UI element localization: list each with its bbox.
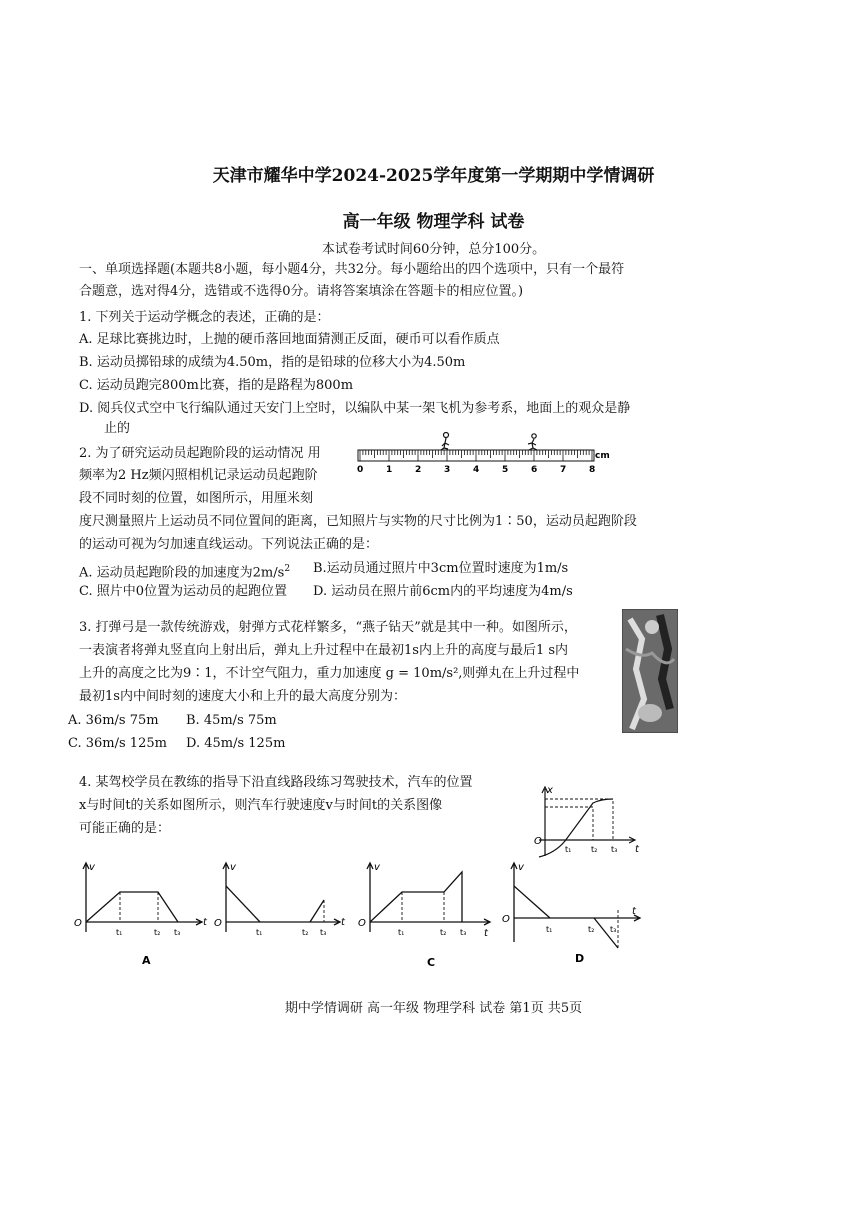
ruler-tick-label: 1 bbox=[386, 465, 393, 475]
ruler-tick-label: 2 bbox=[415, 465, 422, 475]
q1-stem: 1. 下列关于运动学概念的表述，正确的是： bbox=[79, 310, 330, 325]
q2-stem-2: 频率为2 Hz频闪照相机记录运动员起跑阶 bbox=[79, 468, 318, 483]
q2-option-a: A. 运动员起跑阶段的加速度为$2m/s^2$ bbox=[79, 564, 291, 581]
xt-label-t3: t₃ bbox=[611, 845, 618, 854]
vt-b-label-t: t bbox=[341, 917, 345, 928]
q4-stem-3: 可能正确的是： bbox=[79, 821, 171, 836]
vt-b-label-v: v bbox=[230, 862, 236, 873]
vt-c-label-o: O bbox=[358, 918, 366, 929]
vt-a-label-t2: t₂ bbox=[154, 928, 161, 937]
section-instruction-2: 合题意，选对得4分，选错或不选得0分。请将答案填涂在答题卡的相应位置。) bbox=[79, 284, 524, 299]
ruler-labels bbox=[357, 465, 595, 475]
vt-graph-d bbox=[502, 862, 640, 965]
q3-stem-3: 上升的高度之比为9∶1，不计空气阻力，重力加速度 g = 10m/s²,则弹丸在上升过程中 bbox=[79, 666, 580, 681]
q2-option-a-text: A. 运动员起跑阶段的加速度为2m/s bbox=[79, 565, 285, 581]
q3-option-a: A. 36m/s 75m bbox=[68, 713, 159, 728]
q3-stem-4: 最初1s内中间时刻的速度大小和上升的最大高度分别为： bbox=[79, 689, 406, 704]
q2-stem-3: 段不同时刻的位置，如图所示，用厘米刻 bbox=[79, 491, 314, 506]
vt-options bbox=[70, 852, 650, 972]
ruler-tick-label: 0 bbox=[357, 465, 364, 475]
q4-stem-1: 4. 某驾校学员在教练的指导下沿直线路段练习驾驶技术，汽车的位置 bbox=[79, 775, 473, 790]
q1-option-d: D. 阅兵仪式空中飞行编队通过天安门上空时，以编队中某一架飞机为参考系，地面上的观众是静 bbox=[79, 401, 631, 416]
q3-option-b: B. 45m/s 75m bbox=[186, 713, 277, 728]
q1-option-d-cont: 止的 bbox=[104, 421, 131, 436]
q1-option-b: B. 运动员掷铅球的成绩为4.50m，指的是铅球的位移大小为4.50m bbox=[79, 355, 466, 370]
vt-a-label-v: v bbox=[89, 862, 95, 873]
vt-b-label-t2: t₂ bbox=[302, 928, 309, 937]
vt-c-label-t1: t₁ bbox=[398, 928, 405, 937]
q1-option-c: C. 运动员跑完800m比赛，指的是路程为800m bbox=[79, 378, 354, 393]
exam-subtitle: 高一年级 物理学科 试卷 bbox=[342, 212, 525, 232]
vt-c-option-label: C bbox=[427, 956, 436, 969]
q2-stem-1: 2. 为了研究运动员起跑阶段的运动情况 用 bbox=[79, 446, 321, 461]
vt-d-label-t2: t₂ bbox=[588, 925, 595, 934]
xt-graph bbox=[525, 781, 645, 861]
q2-stem-4: 度尺测量照片上运动员不同位置间的距离，已知照片与实物的尺寸比例为1∶50，运动员起跑阶段 bbox=[79, 514, 637, 529]
ruler-unit: cm bbox=[595, 451, 610, 461]
vt-d-label-t1: t₁ bbox=[546, 925, 553, 934]
vt-d-label-o: O bbox=[502, 914, 510, 925]
vt-c-label-t3: t₃ bbox=[460, 928, 467, 937]
q2-option-b: B.运动员通过照片中3cm位置时速度为1m/s bbox=[313, 561, 569, 576]
ruler-tick-label: 5 bbox=[502, 465, 509, 475]
ruler-tick-label: 3 bbox=[444, 465, 451, 475]
vt-b-label-t1: t₁ bbox=[256, 928, 263, 937]
q3-option-c: C. 36m/s 125m bbox=[68, 736, 167, 751]
vt-d-label-t3: t₃ bbox=[610, 925, 617, 934]
vt-b-label-o: O bbox=[214, 918, 222, 929]
vt-c-label-v: v bbox=[374, 862, 380, 873]
exam-note: 本试卷考试时间60分钟，总分100分。 bbox=[321, 242, 546, 257]
slingshot-photo bbox=[622, 609, 678, 733]
vt-d-label-t: t bbox=[632, 906, 636, 917]
vt-c-label-t: t bbox=[484, 928, 488, 939]
vt-b-label-t3: t₃ bbox=[320, 928, 327, 937]
xt-label-t1: t₁ bbox=[565, 845, 572, 854]
vt-graph-b bbox=[214, 862, 346, 937]
vt-a-label-t: t bbox=[203, 917, 207, 928]
ruler-tick-label: 8 bbox=[589, 465, 596, 475]
q3-stem-2: 一表演者将弹丸竖直向上射出后，弹丸上升过程中在最初1s内上升的高度与最后1 s内 bbox=[79, 643, 569, 658]
page-footer: 期中学情调研 高一年级 物理学科 试卷 第1页 共5页 bbox=[284, 1001, 583, 1016]
ruler-tick-label: 7 bbox=[560, 465, 567, 475]
ruler-tick-label: 6 bbox=[531, 465, 538, 475]
xt-label-t: t bbox=[635, 844, 639, 855]
vt-a-option-label: A bbox=[142, 954, 151, 967]
vt-d-option-label: D bbox=[575, 952, 585, 965]
section-instruction-1: 一、单项选择题(本题共8小题，每小题4分，共32分。每小题给出的四个选项中，只有一个最符 bbox=[79, 262, 625, 277]
q3-stem-1: 3. 打弹弓是一款传统游戏，射弹方式花样繁多，“燕子钻天”就是其中一种。如图所示， bbox=[79, 620, 577, 635]
q2-option-d: D. 运动员在照片前6cm内的平均速度为4m/s bbox=[313, 584, 573, 599]
ruler-tick-label: 4 bbox=[473, 465, 480, 475]
q4-stem-2: x与时间t的关系如图所示，则汽车行驶速度v与时间t的关系图像 bbox=[79, 798, 443, 813]
runner-figure-2 bbox=[528, 434, 537, 450]
vt-graph-c bbox=[358, 862, 490, 969]
vt-d-label-v: v bbox=[518, 862, 524, 873]
xt-label-t2: t₂ bbox=[591, 845, 598, 854]
q2-option-c: C. 照片中0位置为运动员的起跑位置 bbox=[79, 584, 288, 599]
xt-label-x: x bbox=[547, 785, 553, 796]
vt-a-label-t3: t₃ bbox=[174, 928, 181, 937]
runner-figure-1 bbox=[441, 433, 449, 451]
vt-graph-a bbox=[74, 862, 208, 967]
xt-curve bbox=[539, 799, 613, 857]
vt-a-label-t1: t₁ bbox=[116, 928, 123, 937]
xt-dash-top bbox=[545, 799, 613, 840]
exam-title: 天津市耀华中学2024-2025学年度第一学期期中学情调研 bbox=[212, 166, 655, 186]
vt-a-label-o: O bbox=[74, 918, 82, 929]
xt-label-o: O bbox=[534, 836, 542, 847]
vt-c-label-t2: t₂ bbox=[440, 928, 447, 937]
q2-stem-5: 的运动可视为匀加速直线运动。下列说法正确的是： bbox=[79, 537, 379, 552]
ruler-figure bbox=[352, 428, 612, 482]
q1-option-a: A. 足球比赛挑边时，上抛的硬币落回地面猜测正反面，硬币可以看作质点 bbox=[79, 332, 500, 347]
q3-option-d: D. 45m/s 125m bbox=[186, 736, 286, 751]
